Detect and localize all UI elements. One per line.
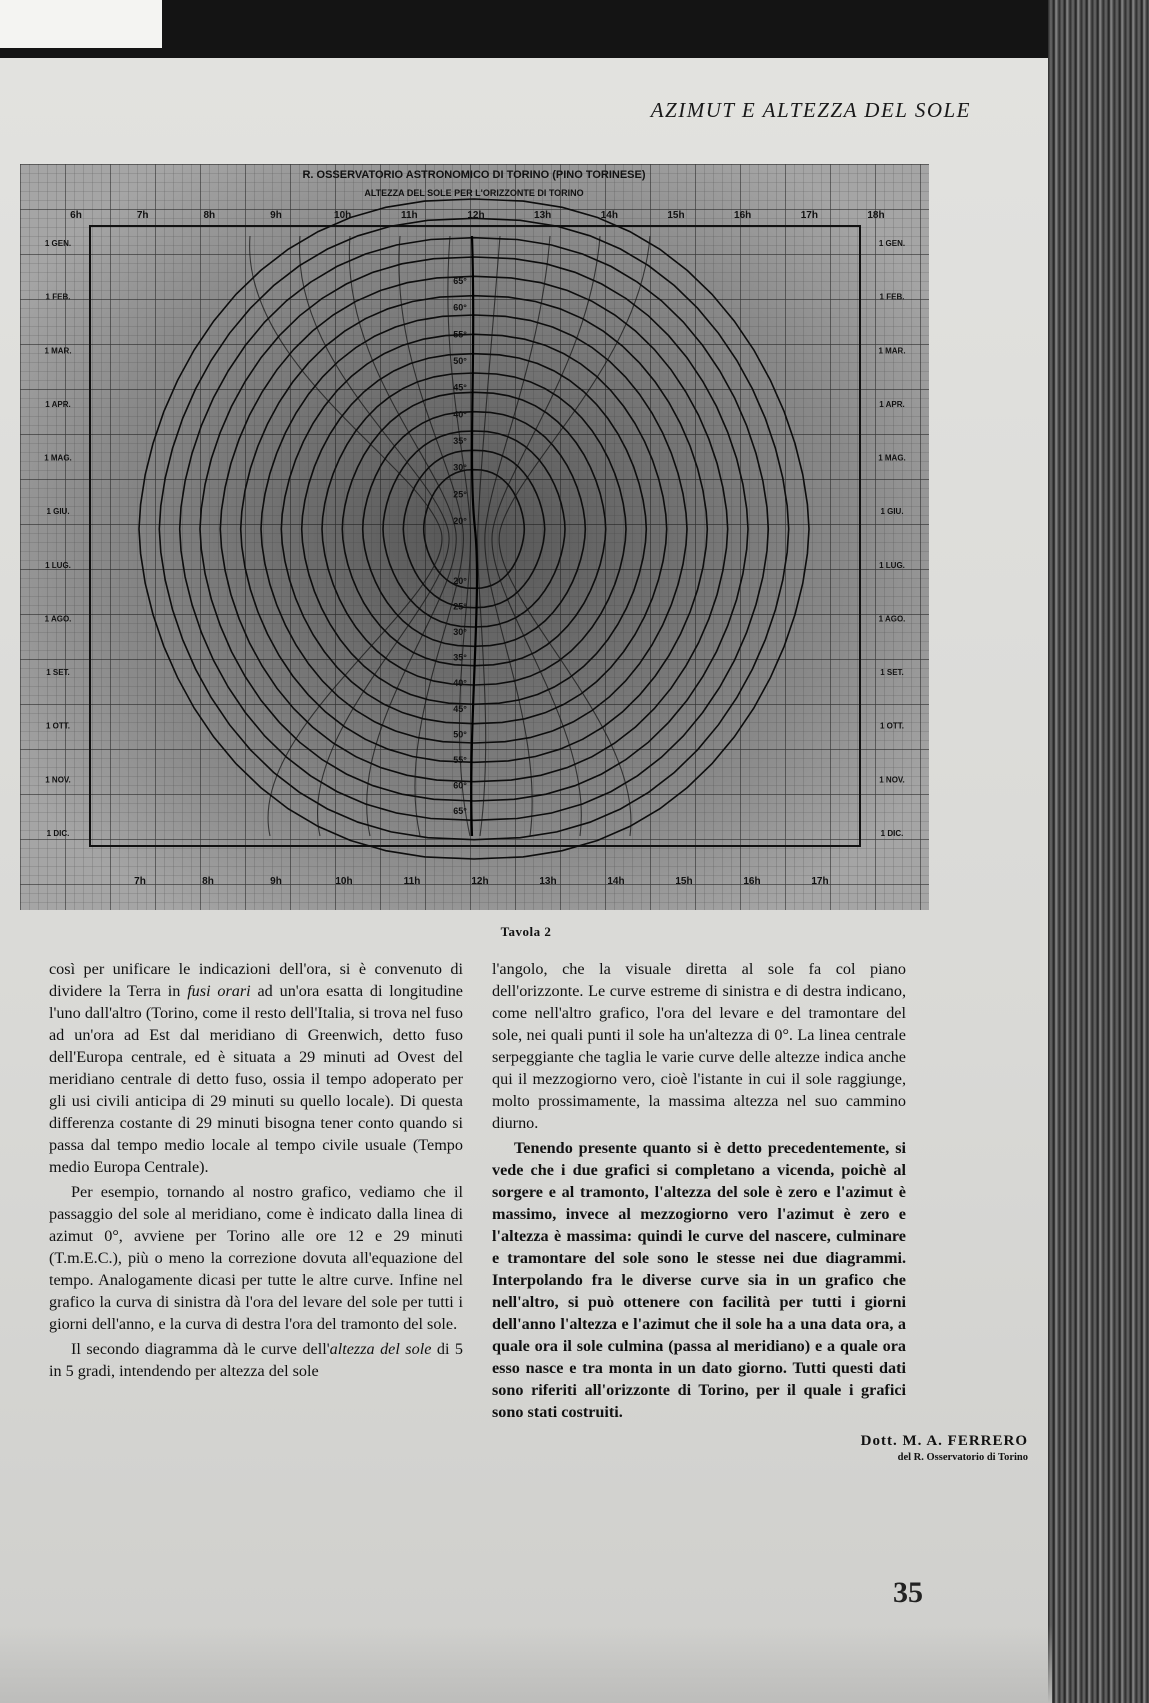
month-label-right: 1 GIU. <box>880 507 904 517</box>
month-label-left: 1 GIU. <box>46 507 70 517</box>
chart-subtitle: ALTEZZA DEL SOLE PER L'ORIZZONTE DI TORINO <box>364 188 584 198</box>
figure-caption: Tavola 2 <box>500 924 552 939</box>
month-label-right: 1 APR. <box>879 399 905 409</box>
altitude-label: 45° <box>453 703 467 714</box>
top-hour-label: 7h <box>136 210 149 221</box>
paragraph: l'angolo, che la visuale diretta al sole fa col piano dell'orizzonte. Le curve estreme di sinistra e di destra indicano, come nell'altro grafico, l'ora del levare e del tramontare del sole, nei quali punti il sole ha un'altezza di 0°. La linea centrale serpeggiante che taglia le varie curve delle altezze indica anche qui il mezzogiorno vero, cioè l'istante in cui il sole raggiunge, molto prossimamente, la massima altezza nel suo cammino diurno. <box>492 960 906 1132</box>
altitude-label: 65° <box>453 276 467 286</box>
month-label-right: 1 AGO. <box>878 614 906 624</box>
bottom-hour-label: 12h <box>471 876 489 887</box>
paragraph: così per unificare le indicazioni dell'ora, si è convenuto di dividere la Terra in fusi orari ad un'ora esatta di longitudine l'uno dall'altro (Torino, come il resto dell'Italia, si trova nel fuso ad un'ora ad Est dal meridiano di Greenwich, detto fuso dell'Europa centrale, ed è situata a 29 minuti ad Ovest del meridiano centrale di detto fuso, ossia il tempo adoperato per gli usi civili anticipa di 29 minuti su quello locale). Di questa differenza costante di 29 minuti bisogna tener conto quando si passa dal tempo medio locale al tempo civile usuale (Tempo medio Europa Centrale). <box>49 960 463 1176</box>
month-label-right: 1 SET. <box>880 668 904 678</box>
author-name: Dott. M. A. FERRERO <box>860 1433 1028 1449</box>
bottom-hour-label: 10h <box>335 876 353 887</box>
chart-svg <box>20 164 929 910</box>
author-signature <box>861 1433 1028 1463</box>
text-column-right <box>492 958 906 1423</box>
book-page-edges <box>1048 0 1149 1703</box>
paragraph: Il secondo diagramma dà le curve dell'altezza del sole di 5 in 5 gradi, intendendo per altezza del sole <box>49 1340 464 1380</box>
altitude-label: 35° <box>453 436 467 446</box>
top-hour-label: 18h <box>867 210 885 221</box>
month-label-left: 1 AGO. <box>44 614 72 624</box>
altitude-label: 35° <box>453 652 467 663</box>
bottom-hour-label: 17h <box>811 876 829 887</box>
month-label-right: 1 FEB. <box>879 292 905 302</box>
month-label-left: 1 OTT. <box>45 721 71 731</box>
month-label-left: 1 GEN. <box>44 239 72 248</box>
paragraph: Tenendo presente quanto si è detto precedentemente, si vede che i due grafici si completano a vicenda, poichè al sorgere e al tramonto, l'altezza del sole è zero e l'azimut è massimo, invece al mezzogiorno vero l'azimut è zero e l'altezza è massima: quindi le curve del nascere, culminare e tramontare del sole sono le stesse nei due diagrammi. Interpolando fra le diverse curve sia in un grafico che nell'altro, si può ottenere con facilità per tutti i giorni dell'anno l'altezza e l'azimut che il sole ha a una data ora, a quale ora il sole culmina (passa al meridiano) e a quale ora esso nasce e tra monta in un dato giorno. Tutti questi dati sono riferiti all'orizzonte di Torino, per il quale i grafici sono stati costruiti. <box>492 1139 906 1421</box>
paragraph: Per esempio, tornando al nostro grafico, vediamo che il passaggio del sole al meridiano, come è indicato dalla linea di azimut 0°, avviene per Torino alle ore 12 e 29 minuti (T.m.E.C.), più o meno la correzione dovuta all'equazione del tempo. Analogamente dicasi per tutte le altre curve. Infine nel grafico la curva di sinistra dà l'ora del levare del sole per tutti i giorni dell'anno, e la curva di destra l'ora del tramonto del sole. <box>49 1183 463 1333</box>
altitude-label: 50° <box>453 729 467 740</box>
altitude-label: 20° <box>453 516 467 526</box>
page-number: 35 <box>893 1576 923 1609</box>
altitude-label: 30° <box>453 462 467 473</box>
altitude-label: 60° <box>453 780 467 791</box>
altitude-label: 65° <box>453 806 467 816</box>
month-label-right: 1 LUG. <box>879 560 905 570</box>
altitude-label: 60° <box>453 302 467 313</box>
scan-top-border <box>0 0 1149 62</box>
altitude-label: 40° <box>453 409 467 420</box>
altitude-label: 25° <box>453 601 467 612</box>
altitude-label: 40° <box>453 678 467 689</box>
chart-title: R. OSSERVATORIO ASTRONOMICO DI TORINO (PINO TORINESE) <box>302 169 646 181</box>
altitude-label: 25° <box>453 489 467 500</box>
top-hour-label: 17h <box>800 210 818 221</box>
page-shadow <box>0 1625 1052 1703</box>
top-hour-label: 10h <box>334 210 352 221</box>
top-hour-label: 15h <box>667 210 685 221</box>
bottom-hour-label: 16h <box>743 876 761 887</box>
month-label-right: 1 DIC. <box>880 829 904 838</box>
top-hour-label: 8h <box>203 210 216 221</box>
altitude-label: 45° <box>453 382 467 393</box>
bottom-hour-label: 9h <box>270 876 282 887</box>
sun-altitude-chart <box>20 164 929 910</box>
month-label-right: 1 MAR. <box>878 346 906 356</box>
running-head: AZIMUT E ALTEZZA DEL SOLE <box>650 98 971 122</box>
altitude-label: 55° <box>453 329 467 340</box>
month-label-right: 1 MAG. <box>878 453 906 463</box>
altitude-label: 55° <box>453 754 467 765</box>
altitude-label: 30° <box>453 627 467 638</box>
month-label-left: 1 FEB. <box>45 292 71 302</box>
month-label-left: 1 MAG. <box>44 453 72 463</box>
top-hour-label: 12h <box>467 210 485 221</box>
month-label-right: 1 OTT. <box>879 721 905 731</box>
month-label-left: 1 NOV. <box>45 775 71 785</box>
altitude-label: 20° <box>453 576 467 586</box>
top-hour-label: 16h <box>734 210 752 221</box>
top-hour-label: 13h <box>534 210 552 221</box>
top-hour-label: 9h <box>270 210 282 221</box>
month-label-right: 1 NOV. <box>879 775 905 785</box>
month-label-left: 1 DIC. <box>46 829 70 838</box>
month-label-right: 1 GEN. <box>878 239 906 248</box>
text-column-left <box>49 958 463 1382</box>
bottom-hour-label: 7h <box>134 876 146 887</box>
top-hour-label: 11h <box>400 210 418 221</box>
altitude-label: 50° <box>453 356 467 366</box>
month-label-left: 1 APR. <box>45 399 71 409</box>
top-hour-label: 14h <box>600 210 618 221</box>
bottom-hour-label: 13h <box>539 876 557 887</box>
bottom-hour-label: 14h <box>607 876 625 887</box>
top-hour-label: 6h <box>70 210 82 221</box>
month-label-left: 1 MAR. <box>44 346 72 356</box>
bottom-hour-label: 15h <box>675 876 693 887</box>
author-affiliation: del R. Osservatorio di Torino <box>897 1452 1028 1463</box>
month-label-left: 1 SET. <box>46 668 70 678</box>
bottom-hour-label: 11h <box>403 876 421 887</box>
bottom-hour-label: 8h <box>202 876 214 887</box>
scan-corner-tab <box>0 0 162 48</box>
month-label-left: 1 LUG. <box>45 560 71 570</box>
